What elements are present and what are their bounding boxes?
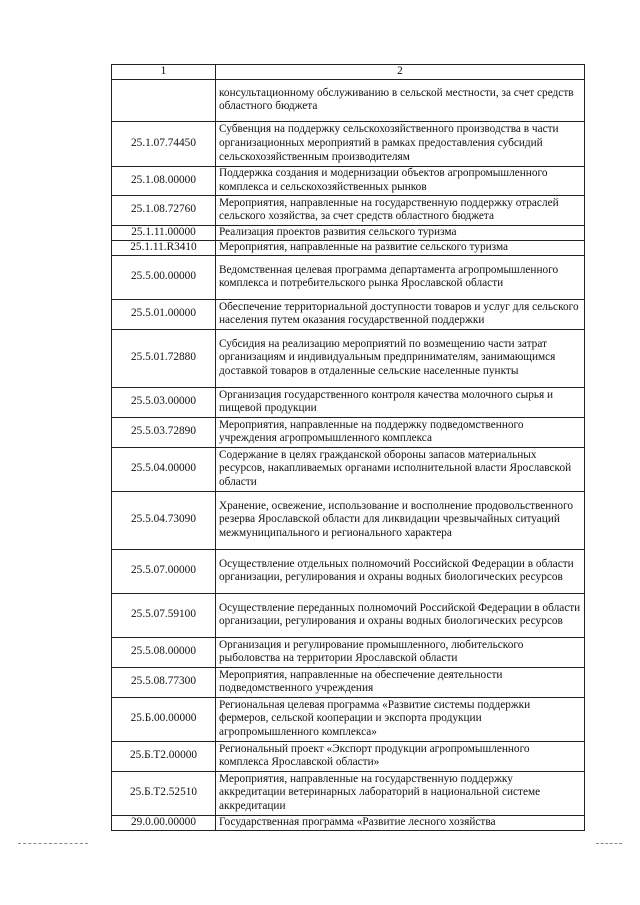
table-row <box>112 637 585 667</box>
row-name: Мероприятия, направленные на развитие сельского туризма <box>216 240 585 255</box>
row-code: 25.5.04.73090 <box>112 491 216 549</box>
row-code: 25.5.08.00000 <box>112 637 216 667</box>
table-row <box>112 255 585 299</box>
table-row <box>112 299 585 329</box>
row-name: Мероприятия, направленные на государственную поддержку отраслей сельского хозяйства, за счет средств областного бюджета <box>216 195 585 225</box>
table-header-row <box>112 65 585 80</box>
row-code: 25.5.07.00000 <box>112 549 216 593</box>
row-name: Реализация проектов развития сельского туризма <box>216 225 585 240</box>
row-name: Региональный проект «Экспорт продукции агропромышленного комплекса Ярославской области» <box>216 741 585 771</box>
table-row <box>112 741 585 771</box>
row-code: 25.Б.00.00000 <box>112 697 216 741</box>
row-name: консультационному обслуживанию в сельской местности, за счет средств областного бюджета <box>216 79 585 121</box>
row-name: Субсидия на реализацию мероприятий по возмещению части затрат организациям и индивидуальным предпринимателям, занимающимся доставкой товаров в отдаленные сельские населенные пункты <box>216 329 585 387</box>
table-row <box>112 447 585 491</box>
row-code: 25.1.11.R3410 <box>112 240 216 255</box>
table-row <box>112 549 585 593</box>
row-code: 25.5.01.00000 <box>112 299 216 329</box>
table-row <box>112 417 585 447</box>
table-row <box>112 240 585 255</box>
row-code: 25.1.07.74450 <box>112 121 216 166</box>
table-row <box>112 697 585 741</box>
row-name: Субвенция на поддержку сельскохозяйственного производства в части организационных мероприятий в рамках предоставления субсидий сельскохозяйственным производителям <box>216 121 585 166</box>
budget-classification-table <box>111 64 585 831</box>
table-row <box>112 593 585 637</box>
row-code: 25.1.11.00000 <box>112 225 216 240</box>
row-name: Содержание в целях гражданской обороны запасов материальных ресурсов, накапливаемых органами исполнительной власти Ярославской области <box>216 447 585 491</box>
row-name: Мероприятия, направленные на государственную поддержку аккредитации ветеринарных лабораторий в национальной системе аккредитации <box>216 771 585 815</box>
table-row <box>112 79 585 121</box>
row-name: Осуществление отдельных полномочий Российской Федерации в области организации, регулирования и охраны водных биологических ресурсов <box>216 549 585 593</box>
table-row <box>112 195 585 225</box>
row-name: Организация государственного контроля качества молочного сырья и пищевой продукции <box>216 387 585 417</box>
row-code: 29.0.00.00000 <box>112 815 216 830</box>
row-name: Региональная целевая программа «Развитие системы поддержки фермеров, сельской кооперации и экспорта продукции агропромышленного комплекса» <box>216 697 585 741</box>
row-code: 25.5.04.00000 <box>112 447 216 491</box>
row-code: 25.Б.T2.00000 <box>112 741 216 771</box>
row-code: 25.5.03.72890 <box>112 417 216 447</box>
scan-artifact-line <box>18 843 88 844</box>
table-row <box>112 815 585 830</box>
row-name: Мероприятия, направленные на поддержку подведомственного учреждения агропромышленного комплекса <box>216 417 585 447</box>
row-code <box>112 79 216 121</box>
row-name: Ведомственная целевая программа департамента агропромышленного комплекса и потребительского рынка Ярославской области <box>216 255 585 299</box>
row-code: 25.5.08.77300 <box>112 667 216 697</box>
scan-artifact-line <box>596 843 622 844</box>
row-name: Государственная программа «Развитие лесного хозяйства <box>216 815 585 830</box>
table-row <box>112 387 585 417</box>
row-code: 25.1.08.00000 <box>112 166 216 195</box>
row-code: 25.1.08.72760 <box>112 195 216 225</box>
table-row <box>112 121 585 166</box>
row-name: Обеспечение территориальной доступности товаров и услуг для сельского населения путем оказания государственной поддержки <box>216 299 585 329</box>
row-code: 25.5.00.00000 <box>112 255 216 299</box>
column-header-1: 1 <box>112 65 216 80</box>
table-row <box>112 166 585 195</box>
row-code: 25.5.07.59100 <box>112 593 216 637</box>
column-header-2: 2 <box>216 65 585 80</box>
table-row <box>112 667 585 697</box>
table-row <box>112 771 585 815</box>
row-code: 25.Б.T2.52510 <box>112 771 216 815</box>
row-code: 25.5.01.72880 <box>112 329 216 387</box>
row-name: Организация и регулирование промышленного, любительского рыболовства на территории Ярославской области <box>216 637 585 667</box>
row-code: 25.5.03.00000 <box>112 387 216 417</box>
table-row <box>112 491 585 549</box>
table-row <box>112 225 585 240</box>
row-name: Хранение, освежение, использование и восполнение продовольственного резерва Ярославской области для ликвидации чрезвычайных ситуаций межмуниципального и регионального характера <box>216 491 585 549</box>
row-name: Мероприятия, направленные на обеспечение деятельности подведомственного учреждения <box>216 667 585 697</box>
table-row <box>112 329 585 387</box>
row-name: Поддержка создания и модернизации объектов агропромышленного комплекса и сельскохозяйственных рынков <box>216 166 585 195</box>
row-name: Осуществление переданных полномочий Российской Федерации в области организации, регулирования и охраны водных биологических ресурсов <box>216 593 585 637</box>
